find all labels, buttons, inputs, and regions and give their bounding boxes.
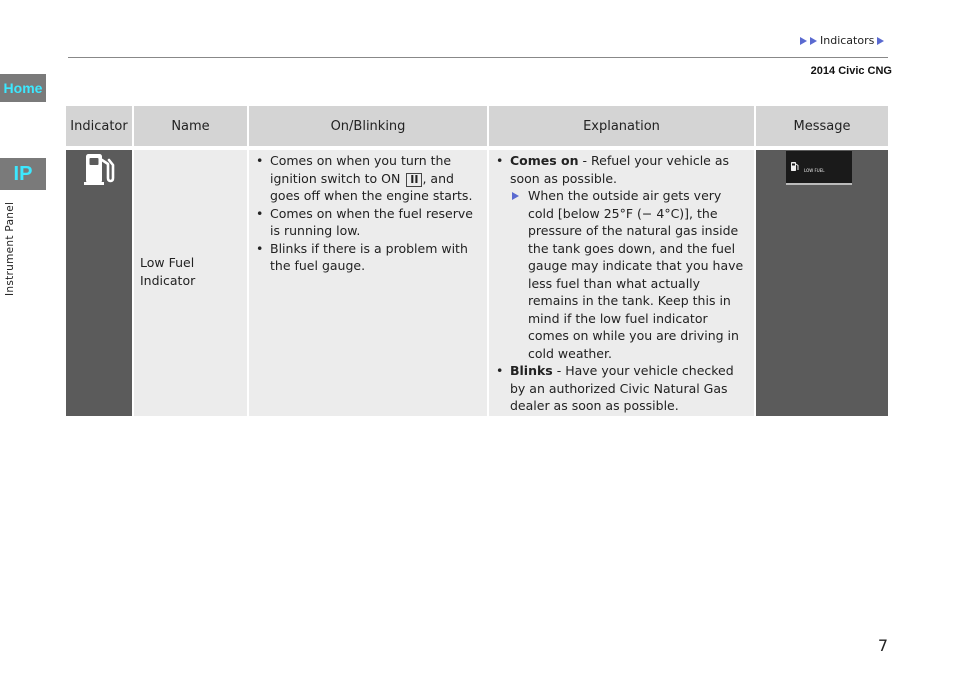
model-name: 2014 Civic CNG	[810, 65, 892, 77]
section-label: Instrument Panel	[4, 201, 16, 296]
list-item	[510, 152, 747, 362]
note-arrow-icon	[512, 192, 519, 200]
column-header-indicator: Indicator	[66, 106, 134, 150]
fuel-pump-icon	[82, 151, 116, 187]
ignition-switch-symbol: II	[406, 173, 422, 187]
home-button[interactable]: Home	[0, 74, 46, 102]
on-blinking-bullet-1-post: , and goes off when the engine starts.	[270, 170, 473, 203]
explanation-blinks-text: - Have your vehicle checked by an authorized Civic Natural Gas dealer as soon as possible.	[510, 363, 734, 413]
explanation-note	[510, 187, 747, 362]
column-header-explanation: Explanation	[489, 106, 756, 150]
breadcrumb-arrow-icon	[877, 37, 884, 45]
on-blinking-bullet-1-pre: Comes on when you turn the ignition switch to ON	[270, 153, 452, 186]
page-number: 7	[877, 636, 888, 655]
breadcrumb-arrow-icon	[800, 37, 807, 45]
indicator-name-line2: Indicator	[140, 272, 196, 288]
explanation-comes-on-term: Comes on	[510, 153, 579, 168]
list-item	[510, 362, 747, 415]
explanation-blinks-term: Blinks	[510, 363, 553, 378]
list-item	[270, 240, 480, 275]
fuel-pump-icon	[790, 161, 800, 173]
on-blinking-bullet-2: Comes on when the fuel reserve is running low.	[270, 205, 473, 238]
explanation-note-text: When the outside air gets very cold [below 25°F (− 4°C)], the pressure of the natural gas inside the tank goes down, and the fuel gauge may indicate that you have less fuel than what actually remains in the tank. Keep this in mind if the low fuel indicator comes on while you are driving in cold weather.	[528, 188, 744, 361]
breadcrumb-indicators-link[interactable]: Indicators	[820, 34, 875, 47]
column-header-message: Message	[756, 106, 888, 150]
message-text: LOW FUEL	[804, 168, 825, 173]
on-blinking-cell	[249, 150, 489, 416]
indicator-cell	[66, 150, 134, 416]
table-header-row	[66, 106, 888, 150]
name-cell	[134, 150, 249, 416]
breadcrumb	[800, 34, 884, 47]
column-header-on-blinking: On/Blinking	[249, 106, 489, 150]
indicator-name-line1: Low Fuel	[140, 255, 195, 270]
explanation-comes-on-text: - Refuel your vehicle as soon as possible.	[510, 153, 730, 186]
header-divider	[68, 57, 888, 58]
message-display	[786, 151, 852, 185]
on-blinking-bullet-3: Blinks if there is a problem with the fuel gauge.	[270, 240, 468, 273]
indicator-table	[66, 106, 888, 416]
ip-section-tab[interactable]: IP	[0, 158, 46, 190]
list-item	[270, 152, 480, 205]
table-row	[66, 150, 888, 416]
list-item	[270, 205, 480, 240]
message-cell	[756, 150, 888, 416]
explanation-cell	[489, 150, 756, 416]
column-header-name: Name	[134, 106, 249, 150]
breadcrumb-arrow-icon	[810, 37, 817, 45]
